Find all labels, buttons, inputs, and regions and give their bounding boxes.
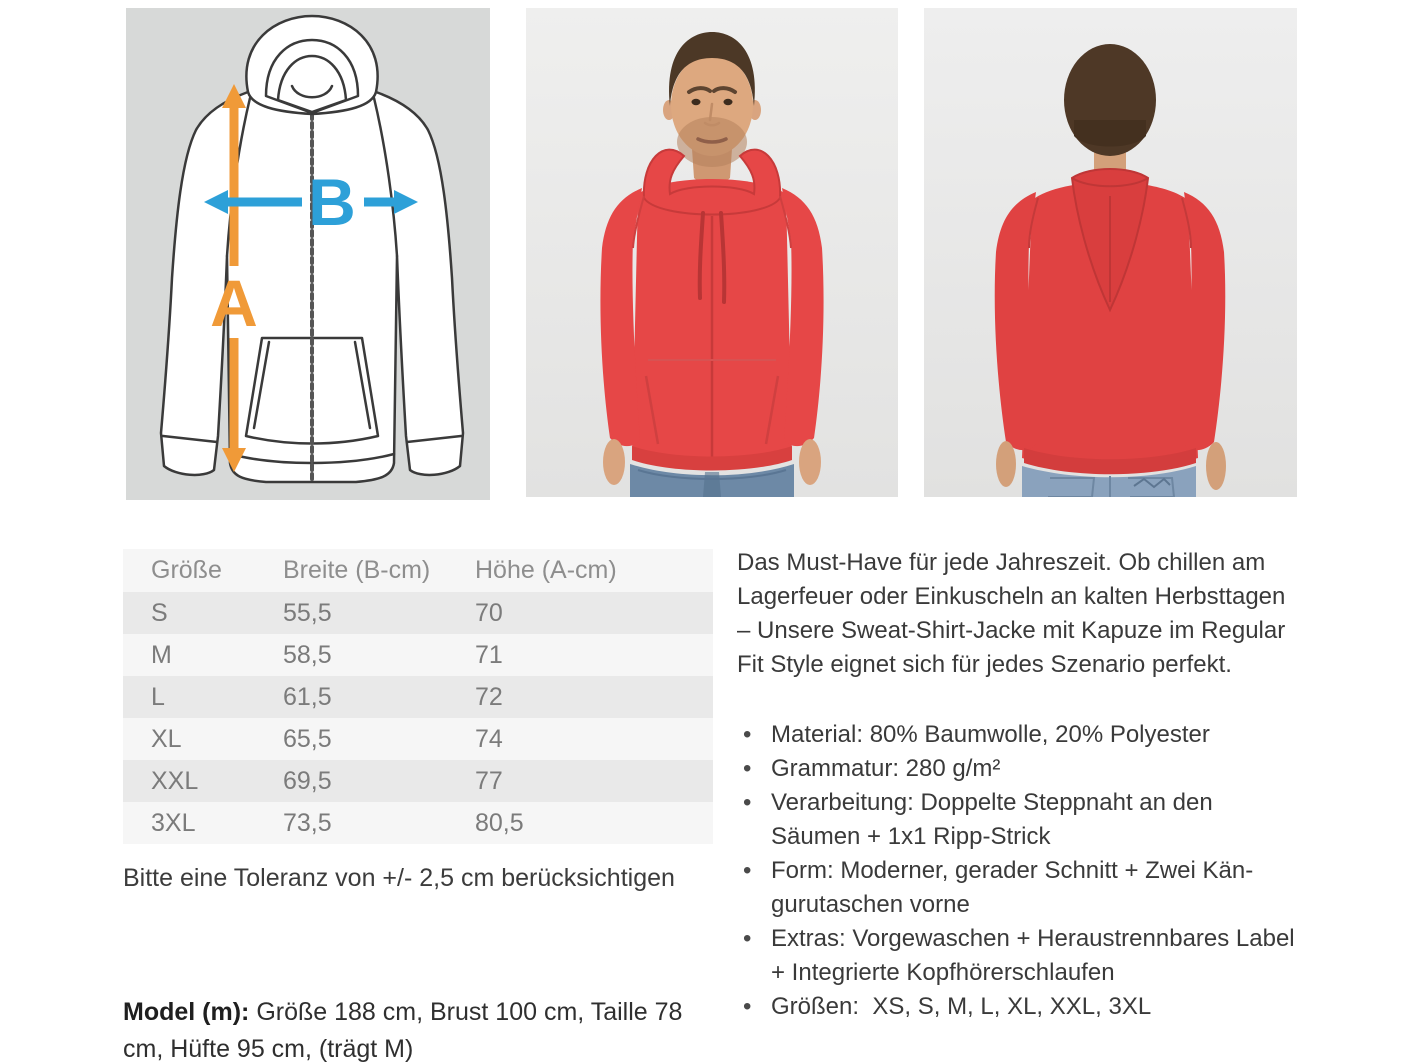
cell-breite: 69,5 xyxy=(283,766,332,795)
front-photo-illustration xyxy=(526,8,898,497)
table-row-m xyxy=(123,634,713,676)
cell-breite: 58,5 xyxy=(283,640,332,669)
col-header-breite: Breite (B-cm) xyxy=(283,556,431,584)
table-row-xxl xyxy=(123,760,713,802)
label-b: B xyxy=(308,165,356,239)
product-description xyxy=(737,546,1299,1024)
cell-breite: 55,5 xyxy=(283,598,332,627)
size-table-header-row xyxy=(123,549,713,592)
model-info-text: Größe 188 cm, Brust 100 cm, Taille 78 cm, Hüfte 95 cm, (trägt M) xyxy=(123,998,683,1062)
back-photo-illustration xyxy=(924,8,1297,497)
feature-material: • Material: 80% Baumwolle, 20% Polyester xyxy=(737,718,1299,752)
cell-hoehe: 80,5 xyxy=(475,808,524,837)
cell-breite: 65,5 xyxy=(283,724,332,753)
cell-size: XXL xyxy=(151,766,199,795)
cell-size: S xyxy=(151,598,168,627)
feature-groessen: • Größen: XS, S, M, L, XL, XXL, 3XL xyxy=(737,990,1299,1024)
col-header-hoehe: Höhe (A-cm) xyxy=(475,556,617,584)
table-row-l xyxy=(123,676,713,718)
cell-hoehe: 70 xyxy=(475,598,503,627)
tolerance-note: Bitte eine Toleranz von +/- 2,5 cm berücksichtigen xyxy=(123,864,675,892)
table-row-s xyxy=(123,592,713,634)
cell-size: M xyxy=(151,640,172,669)
cell-hoehe: 71 xyxy=(475,640,503,669)
cell-breite: 73,5 xyxy=(283,808,332,837)
product-photo-front xyxy=(526,8,898,497)
cell-size: XL xyxy=(151,724,182,753)
feature-form: • Form: Moderner, gerader Schnitt + Zwei Kängurutaschen vorne xyxy=(737,854,1299,922)
table-row-3xl xyxy=(123,802,713,844)
description-intro: Das Must-Have für jede Jahreszeit. Ob chillen am Lagerfeuer oder Einkuscheln an kalten Herbsttagen – Unsere Sweat-Shirt-Jacke mit Kapuze im Regular Fit Style eignet sich für jedes Szenario perfekt. xyxy=(737,549,1286,678)
cell-breite: 61,5 xyxy=(283,682,332,711)
cell-size: L xyxy=(151,682,165,711)
hoodie-outline-graphic xyxy=(161,16,463,482)
feature-list xyxy=(737,718,1299,1024)
size-diagram-panel xyxy=(126,8,490,500)
size-table xyxy=(123,549,713,844)
model-info-label: Model (m): xyxy=(123,998,250,1026)
product-photo-back xyxy=(924,8,1297,497)
table-row-xl xyxy=(123,718,713,760)
cell-hoehe: 72 xyxy=(475,682,503,711)
feature-grammatur: • Grammatur: 280 g/m² xyxy=(737,752,1299,786)
col-header-groesse: Größe xyxy=(151,556,222,584)
hoodie-measurement-diagram xyxy=(126,8,490,500)
feature-verarbeitung: • Verarbeitung: Doppelte Steppnaht an den Säumen + 1x1 Ripp-Strick xyxy=(737,786,1299,854)
cell-size: 3XL xyxy=(151,808,196,837)
model-info xyxy=(123,994,708,1062)
cell-hoehe: 77 xyxy=(475,766,503,795)
cell-hoehe: 74 xyxy=(475,724,503,753)
feature-extras: • Extras: Vorgewaschen + Heraustrennbares Label + Integrierte Kopfhörerschlaufen xyxy=(737,922,1299,990)
label-a: A xyxy=(210,266,258,340)
hoodie-back xyxy=(995,169,1226,474)
